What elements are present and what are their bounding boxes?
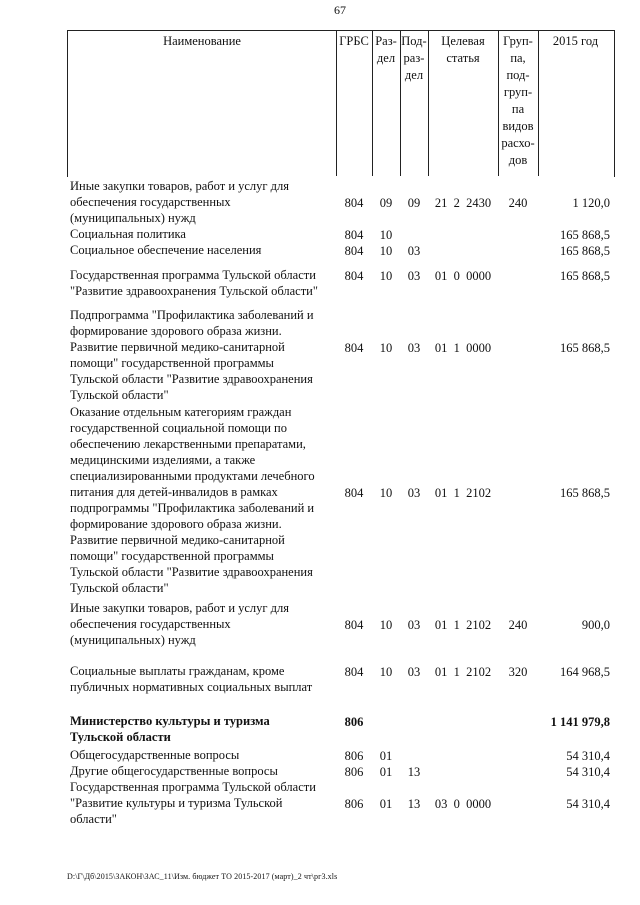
cell-amount-2015: 54 310,4 [566, 749, 610, 763]
cell-podrazdel: 09 [407, 196, 421, 210]
header-year: 2015 год [552, 34, 599, 48]
cell-amount-2015: 1 141 979,8 [550, 715, 610, 729]
cell-target-article: 01 1 2102 [434, 486, 492, 500]
cell-podrazdel: 03 [407, 244, 421, 258]
cell-podrazdel: 03 [407, 665, 421, 679]
row-name: Иные закупки товаров, работ и услуг для обеспечения государственных (муниципальных) нужд [70, 179, 290, 225]
header-razdel: Раз- дел [375, 34, 397, 65]
cell-razdel: 09 [379, 196, 393, 210]
file-path-footer: D:\Г\Дб\2015\ЗАКОН\ЗАС_11\Изм. бюджет ТО 2015-2017 (март)_2 чт\рг3.xls [67, 872, 338, 881]
header-name: Наименование [163, 34, 241, 48]
cell-podrazdel: 03 [407, 486, 421, 500]
cell-target-article: 01 1 2102 [434, 618, 492, 632]
cell-podrazdel: 03 [407, 341, 421, 355]
cell-grbs: 804 [344, 269, 364, 283]
row-name: Подпрограмма "Профилактика заболеваний и формирование здорового образа жизни. Развитие первичной медико-санитарной помощи" государственной программы Тульской области "Развитие здравоохранения Тульской области" [70, 308, 314, 402]
cell-podrazdel: 13 [407, 765, 421, 779]
cell-grbs: 804 [344, 486, 364, 500]
cell-target-article: 21 2 2430 [434, 196, 492, 210]
cell-razdel: 10 [379, 269, 393, 283]
row-name: Иные закупки товаров, работ и услуг для обеспечения государственных (муниципальных) нужд [70, 601, 290, 647]
row-name: Общегосударственные вопросы [70, 748, 240, 762]
cell-expense-type: 240 [508, 196, 528, 210]
cell-amount-2015: 165 868,5 [560, 341, 610, 355]
cell-razdel: 10 [379, 341, 393, 355]
cell-razdel: 10 [379, 665, 393, 679]
cell-target-article: 01 1 2102 [434, 665, 492, 679]
cell-grbs: 804 [344, 244, 364, 258]
cell-amount-2015: 165 868,5 [560, 244, 610, 258]
row-name: Другие общегосударственные вопросы [70, 764, 278, 778]
cell-razdel: 10 [379, 618, 393, 632]
header-grbs: ГРБС [339, 34, 369, 48]
column-divider [336, 30, 337, 176]
cell-amount-2015: 165 868,5 [560, 228, 610, 242]
row-name: Оказание отдельным категориям граждан государственной социальной помощи по обеспечению лекарственными препаратами, медицинскими изделиями, а также специализированными продуктами лечебного питания для детей-инвалидов в рамках подпрограммы "Профилактика заболеваний и формирование здорового образа жизни. Развитие первичной медико-санитарной помощи" государственной программы Тульской области "Развитие здравоохранения Тульской области" [70, 405, 315, 595]
cell-grbs: 804 [344, 341, 364, 355]
row-name: Государственная программа Тульской области "Развитие здравоохранения Тульской области" [70, 268, 318, 298]
cell-grbs: 804 [344, 618, 364, 632]
cell-grbs: 806 [344, 749, 364, 763]
cell-amount-2015: 900,0 [581, 618, 610, 632]
cell-razdel: 01 [379, 749, 393, 763]
row-name: Министерство культуры и туризма Тульской области [70, 714, 270, 744]
cell-grbs: 806 [344, 715, 364, 729]
cell-amount-2015: 54 310,4 [566, 765, 610, 779]
cell-razdel: 10 [379, 486, 393, 500]
cell-podrazdel: 03 [407, 269, 421, 283]
cell-amount-2015: 165 868,5 [560, 269, 610, 283]
row-name: Государственная программа Тульской области "Развитие культуры и туризма Тульской области" [70, 780, 316, 826]
cell-target-article: 01 0 0000 [434, 269, 492, 283]
cell-razdel: 01 [379, 797, 393, 811]
cell-target-article: 01 1 0000 [434, 341, 492, 355]
cell-expense-type: 240 [508, 618, 528, 632]
cell-target-article: 03 0 0000 [434, 797, 492, 811]
cell-grbs: 804 [344, 665, 364, 679]
page-number: 67 [334, 3, 346, 17]
row-name: Социальная политика [70, 227, 186, 241]
cell-razdel: 10 [379, 244, 393, 258]
row-name: Социальные выплаты гражданам, кроме публичных нормативных социальных выплат [70, 664, 313, 694]
cell-amount-2015: 164 968,5 [560, 665, 610, 679]
cell-grbs: 804 [344, 228, 364, 242]
cell-grbs: 804 [344, 196, 364, 210]
cell-razdel: 10 [379, 228, 393, 242]
cell-amount-2015: 165 868,5 [560, 486, 610, 500]
cell-razdel: 01 [379, 765, 393, 779]
row-name: Социальное обеспечение населения [70, 243, 262, 257]
column-divider [538, 30, 539, 176]
cell-expense-type: 320 [508, 665, 528, 679]
cell-amount-2015: 54 310,4 [566, 797, 610, 811]
cell-grbs: 806 [344, 797, 364, 811]
cell-podrazdel: 03 [407, 618, 421, 632]
header-podrazdel: Под- раз- дел [401, 34, 427, 82]
cell-grbs: 806 [344, 765, 364, 779]
header-group: Груп- па, под- груп- па видов расхо- дов [501, 34, 535, 167]
cell-podrazdel: 13 [407, 797, 421, 811]
cell-amount-2015: 1 120,0 [572, 196, 610, 210]
header-target: Целевая статья [441, 34, 485, 65]
